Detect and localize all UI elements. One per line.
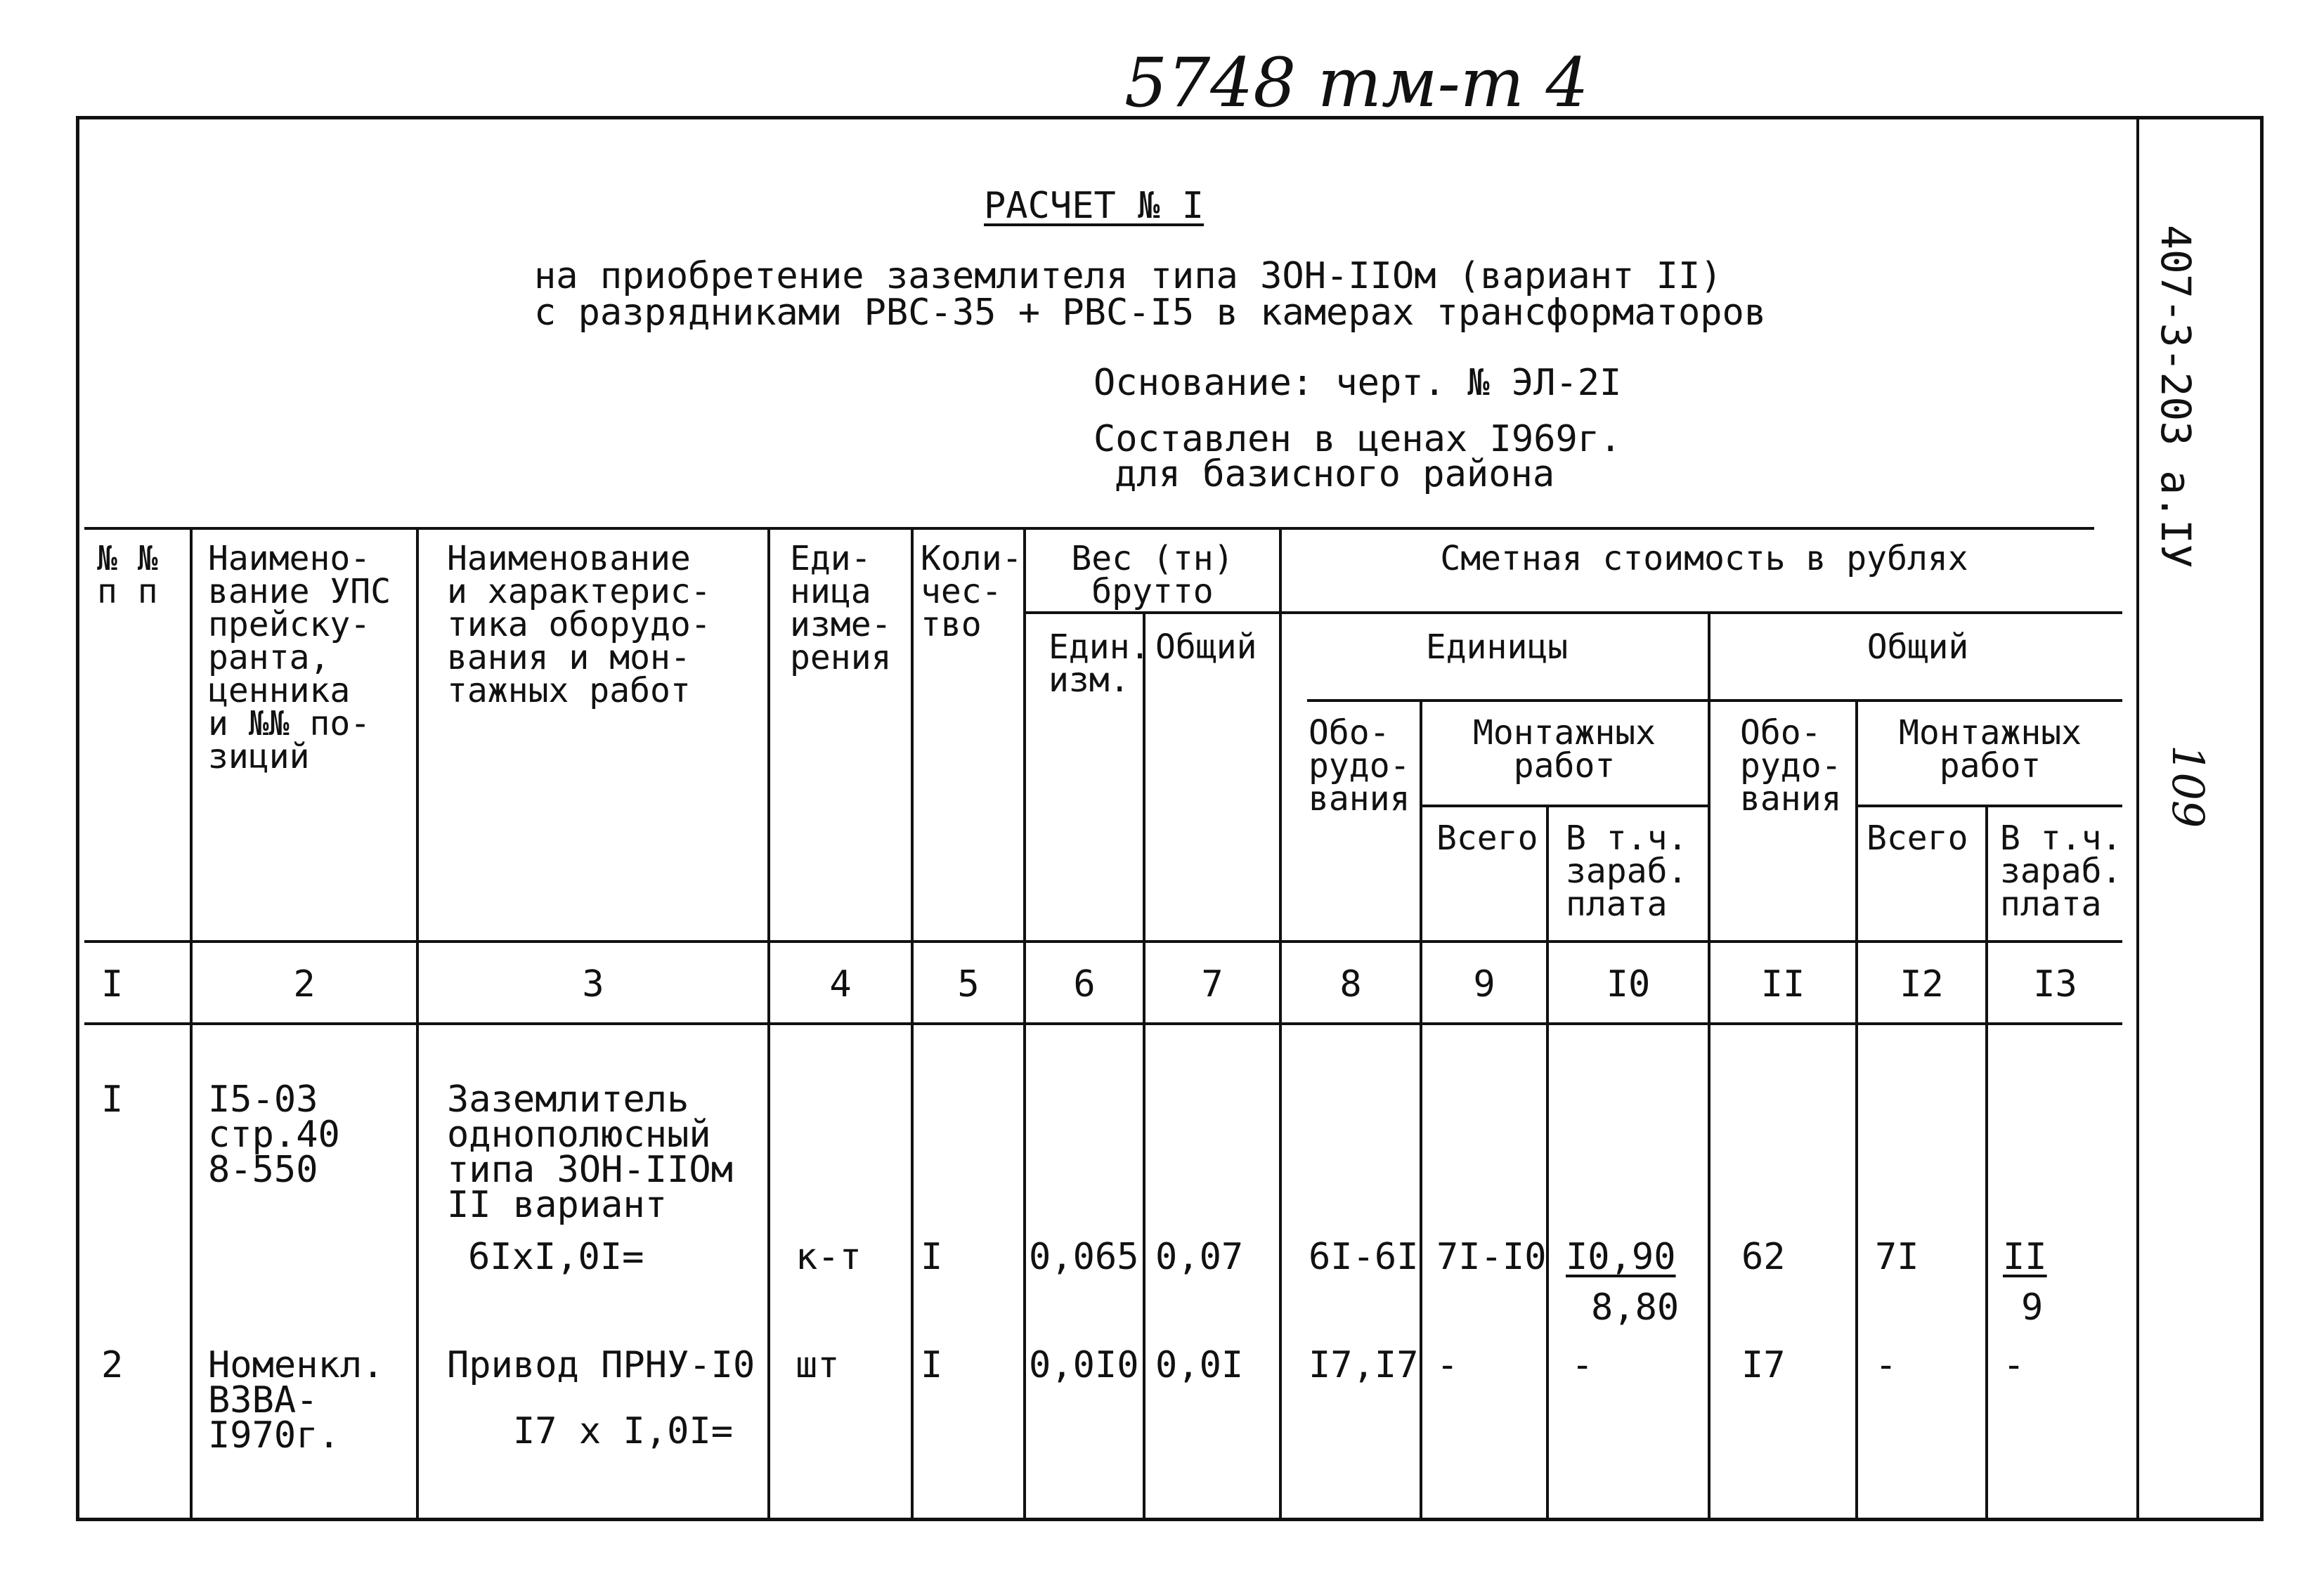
col-divider-10 xyxy=(1708,611,1710,1518)
header-unit: Еди- ница изме- рения xyxy=(790,539,892,677)
basis-text: Основание: черт. № ЭЛ-2I xyxy=(1093,362,1622,404)
row2-calc: I7 x I,0I= xyxy=(513,1410,734,1452)
col-number-13: I3 xyxy=(2033,963,2077,1005)
row2-name: Привод ПРНУ-I0 xyxy=(447,1344,755,1386)
col-divider-7 xyxy=(1279,527,1282,1518)
weight-subheader-line xyxy=(1026,611,2122,614)
header-weight-total: Общий xyxy=(1155,627,1257,667)
row2-number: 2 xyxy=(101,1344,124,1386)
col-number-2: 2 xyxy=(293,963,316,1005)
header-cost: Сметная стоимость в рублях xyxy=(1440,539,1968,578)
header-weight-unit: Един. изм. xyxy=(1049,627,1150,700)
col-number-3: 3 xyxy=(582,963,604,1005)
row2-total-equip: I7 xyxy=(1741,1344,1786,1386)
header-total-equip: Обо- рудо- вания xyxy=(1740,713,1842,819)
row1-number: I xyxy=(101,1079,124,1121)
row1-calc: 6IxI,0I= xyxy=(468,1236,644,1278)
page-number: 109 xyxy=(2162,745,2214,828)
col-divider-9 xyxy=(1546,805,1549,1518)
row2-weight-total: 0,0I xyxy=(1155,1344,1244,1386)
row2-qty: I xyxy=(921,1344,943,1386)
row1-price-code: I5-03 стр.40 8-550 xyxy=(208,1079,340,1191)
col-divider-8 xyxy=(1420,699,1422,1518)
header-name: Наименование и характерис- тика оборудо- вания и мон- тажных работ xyxy=(447,539,711,710)
header-price-code: Наимено- вание УПС прейску- ранта, ценника и №№ по- зиций xyxy=(208,539,391,776)
header-cost-total: Общий xyxy=(1867,627,1969,667)
col-divider-3 xyxy=(767,527,770,1518)
col-divider-2 xyxy=(416,527,419,1518)
row1-qty: I xyxy=(921,1236,943,1278)
mount-subheader-line-2 xyxy=(1855,805,2122,807)
row1-weight-unit: 0,065 xyxy=(1029,1236,1139,1278)
header-qty: Коли- чес- тво xyxy=(921,539,1023,644)
row2-unit-equip: I7,I7 xyxy=(1309,1344,1419,1386)
row1-total-mount-all: 7I xyxy=(1875,1236,1919,1278)
col-divider-1 xyxy=(190,527,193,1518)
side-strip-divider xyxy=(2136,116,2139,1521)
header-unit-wage: В т.ч. зараб. плата xyxy=(1566,819,1688,924)
row1-unit-equip: 6I-6I xyxy=(1309,1236,1419,1278)
row2-unit-mount-wage: - xyxy=(1571,1344,1594,1386)
header-bottom-line xyxy=(84,940,2122,943)
row1-unit-mount-wage-2: 8,80 xyxy=(1591,1287,1680,1329)
row2-unit: шт xyxy=(796,1344,840,1386)
row1-unit-mount-wage: I0,90 xyxy=(1566,1236,1676,1278)
row1-total-equip: 62 xyxy=(1741,1236,1786,1278)
col-number-4: 4 xyxy=(829,963,852,1005)
col-divider-11 xyxy=(1855,699,1858,1518)
subtitle-line-2: с разрядниками РВС-35 + РВС-I5 в камерах трансформаторов xyxy=(534,292,1767,334)
col-number-1: I xyxy=(101,963,124,1005)
col-number-5: 5 xyxy=(957,963,980,1005)
row1-name: Заземлитель однополюсный типа ЗОН-IIОм II вариант xyxy=(447,1079,733,1226)
header-total-wage: В т.ч. зараб. плата xyxy=(2000,819,2122,924)
header-num: № № п п xyxy=(97,539,158,611)
header-unit-equip: Обо- рудо- вания xyxy=(1309,713,1410,819)
header-weight: Вес (тн) брутто xyxy=(1071,539,1234,611)
col-divider-6 xyxy=(1143,611,1145,1518)
header-total-mount: Монтажных работ xyxy=(1898,713,2082,786)
col-divider-5 xyxy=(1023,527,1026,1518)
col-divider-4 xyxy=(911,527,914,1518)
cost-subheader-line xyxy=(1307,699,2122,702)
prices-line-1: Составлен в ценах I969г. xyxy=(1093,418,1622,460)
header-top-line xyxy=(84,527,2094,530)
header-cost-unit: Единицы xyxy=(1425,627,1569,667)
mount-subheader-line-1 xyxy=(1420,805,1708,807)
col-divider-12 xyxy=(1985,805,1988,1518)
row2-unit-mount-all: - xyxy=(1436,1344,1459,1386)
row1-total-mount-wage-2: 9 xyxy=(2021,1287,2044,1329)
row2-total-mount-wage: - xyxy=(2003,1344,2025,1386)
col-number-line xyxy=(84,1022,2122,1025)
header-total-all: Всего xyxy=(1867,819,1968,858)
col-number-10: I0 xyxy=(1606,963,1651,1005)
row2-price-code: Номенкл. ВЗВА- I970г. xyxy=(208,1344,384,1457)
subtitle-line-1: на приобретение заземлителя типа ЗОН-IIОм (вариант II) xyxy=(534,255,1722,297)
col-number-6: 6 xyxy=(1073,963,1096,1005)
row1-total-mount-wage: II xyxy=(2003,1236,2047,1278)
row2-total-mount-all: - xyxy=(1875,1344,1897,1386)
row1-weight-total: 0,07 xyxy=(1155,1236,1244,1278)
prices-line-2: для базисного района xyxy=(1115,453,1555,495)
row1-unit: к-т xyxy=(796,1236,862,1278)
col-number-8: 8 xyxy=(1339,963,1362,1005)
row2-weight-unit: 0,0I0 xyxy=(1029,1344,1139,1386)
document-code: 407-3-203 а.IУ xyxy=(2152,225,2200,568)
header-unit-mount: Монтажных работ xyxy=(1472,713,1656,786)
col-number-11: II xyxy=(1760,963,1805,1005)
col-number-7: 7 xyxy=(1201,963,1223,1005)
row1-unit-mount-all: 7I-I0 xyxy=(1436,1236,1547,1278)
col-number-12: I2 xyxy=(1900,963,1944,1005)
col-number-9: 9 xyxy=(1473,963,1495,1005)
header-unit-all: Всего xyxy=(1436,819,1538,858)
handwritten-number: 5748 тм-т 4 xyxy=(1124,44,1589,122)
document-title: РАСЧЕТ № I xyxy=(984,185,1205,227)
